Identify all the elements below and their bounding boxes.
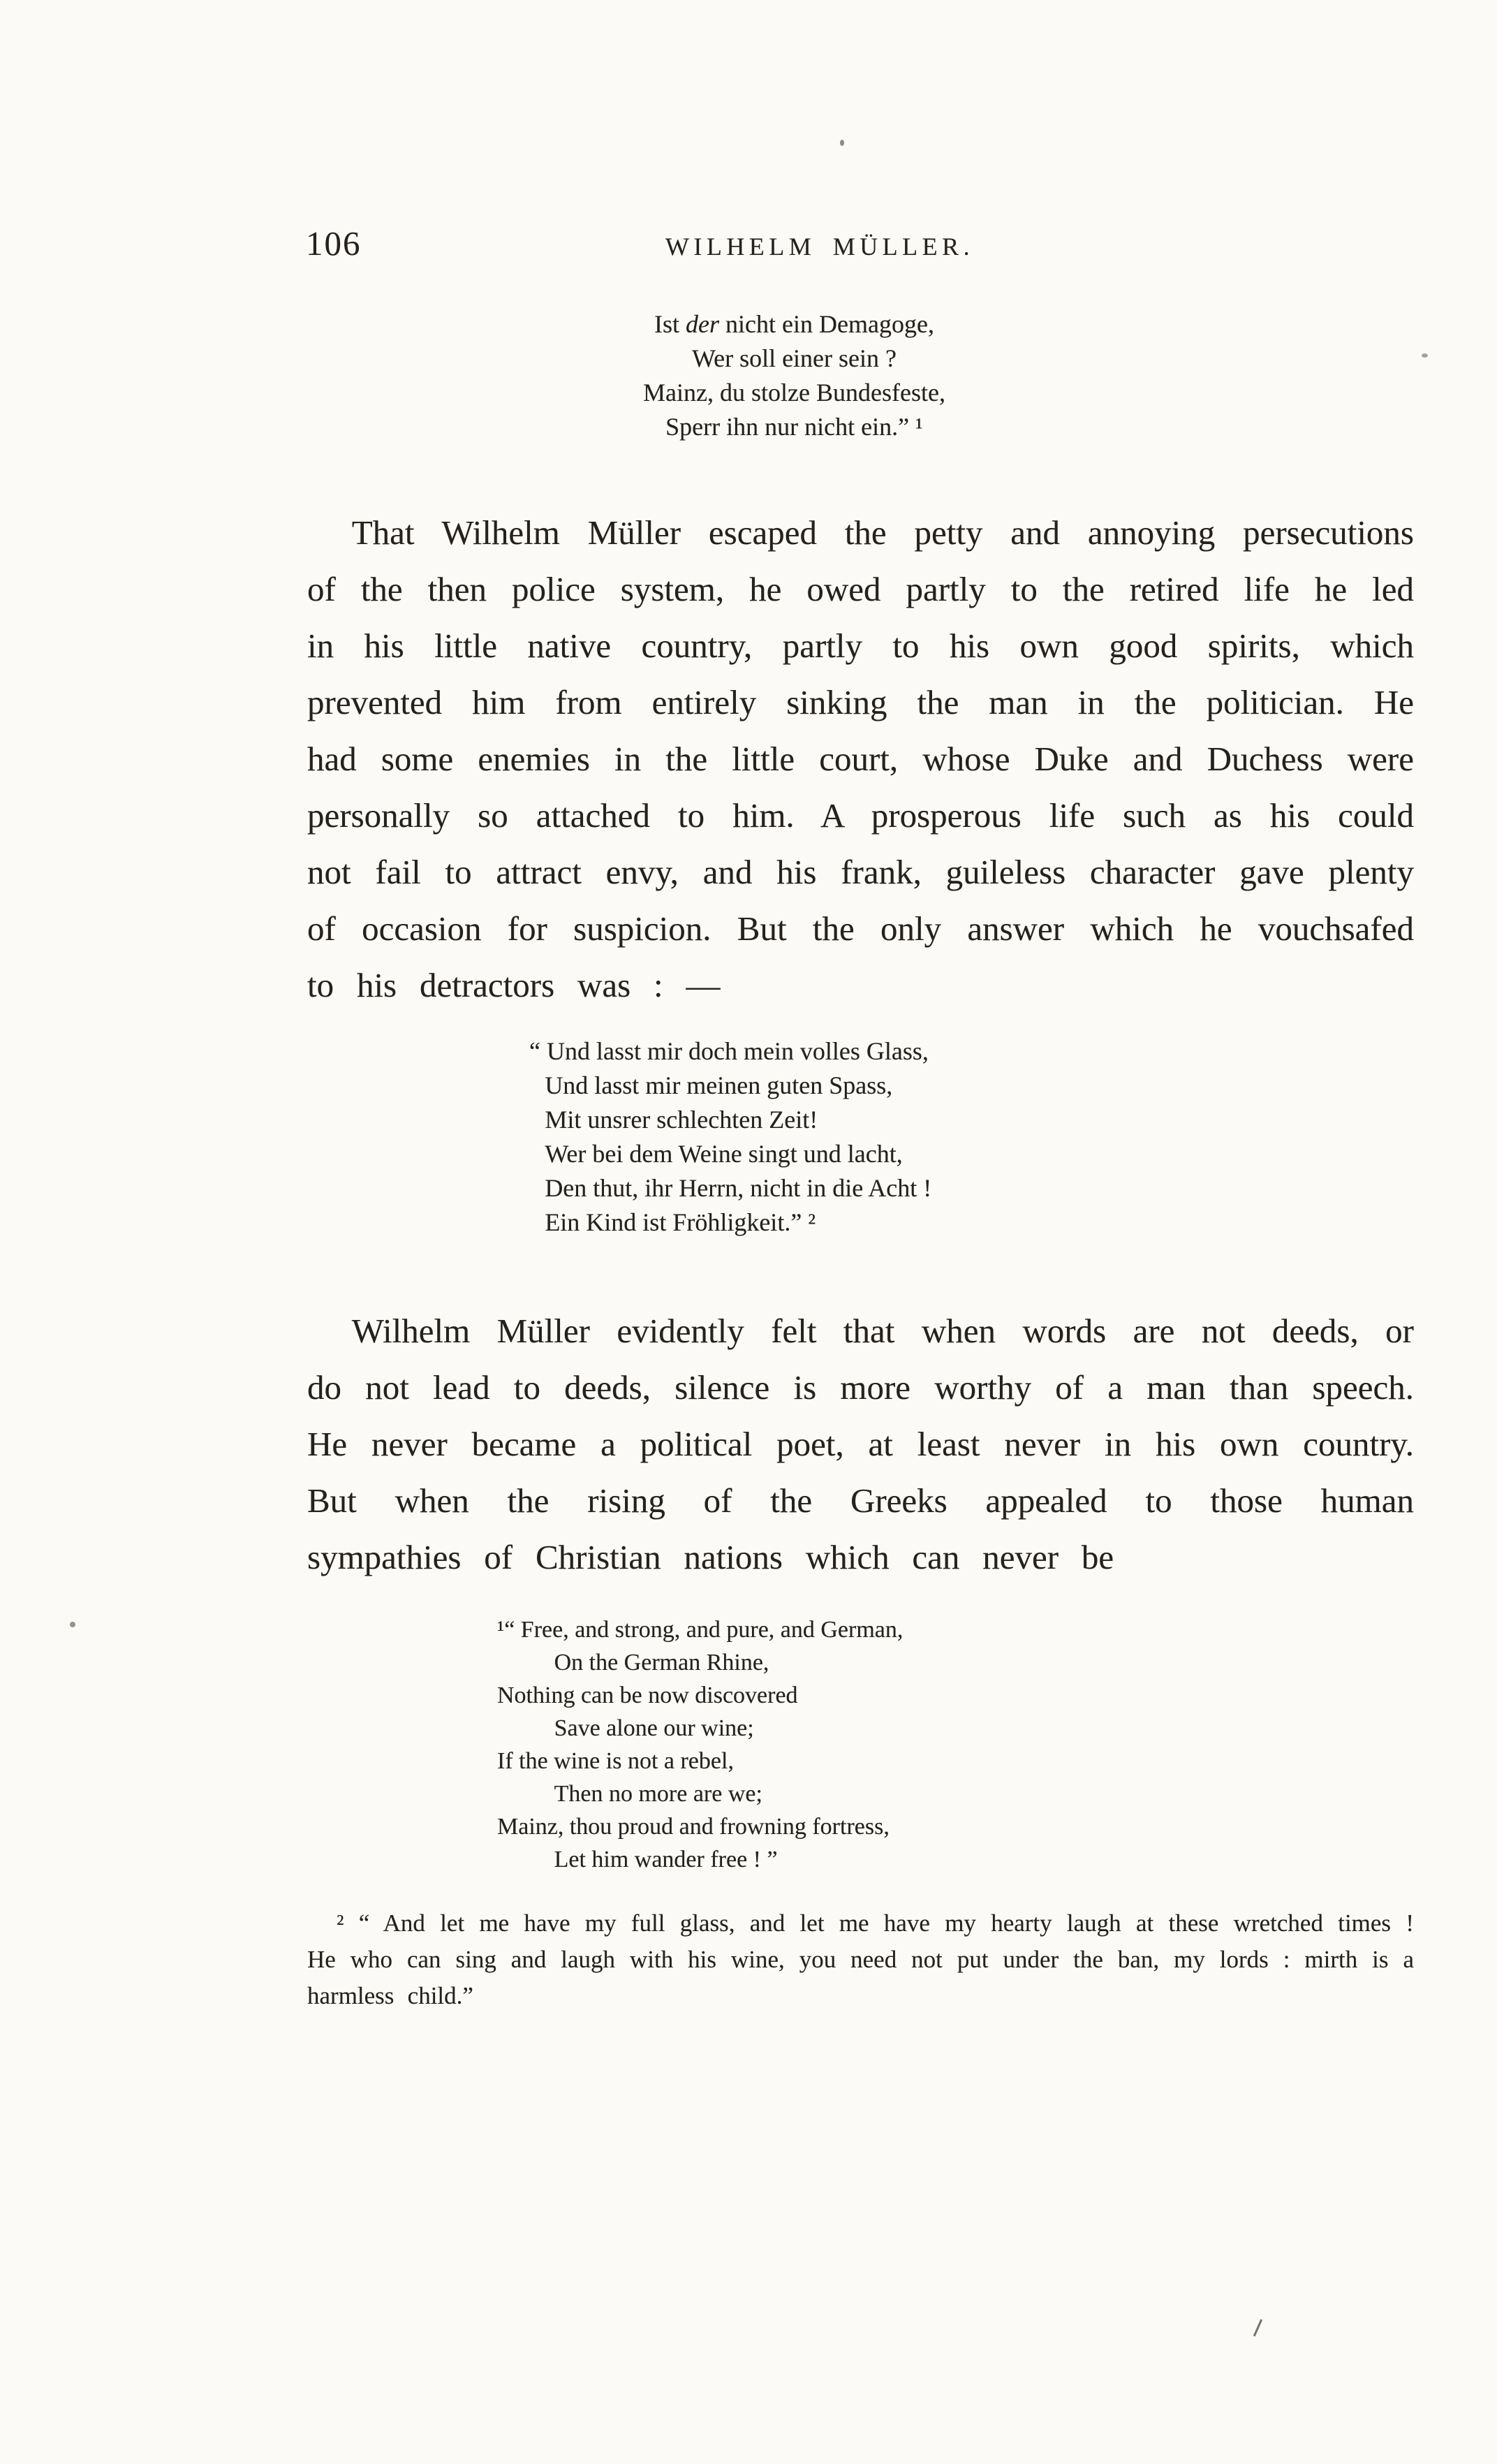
footnote-verse-line: Nothing can be now discovered	[497, 1682, 798, 1708]
footnote-1-verse	[497, 1613, 903, 1876]
footnote-verse-line: If the wine is not a rebel,	[497, 1748, 734, 1774]
verse-line: Mit unsrer schlechten Zeit!	[545, 1106, 818, 1134]
epigraph-line-italic-word: der	[686, 310, 720, 338]
epigraph-line-text: Ist	[654, 310, 686, 338]
paragraph-2: Wilhelm Müller evidently felt that when words are not deeds, or do not lead to deeds, silence is more worthy of a man than speech. He never became a political poet, at least never in his own country. But when the rising of the Greeks appealed to those human sympathies of Christian nations which can never be	[307, 1312, 1414, 1576]
verse-line: Wer bei dem Weine singt und lacht,	[545, 1140, 903, 1168]
epigraph-line: Wer soll einer sein ?	[692, 344, 897, 372]
verse-line: Den thut, ihr Herrn, nicht in die Acht !	[545, 1174, 932, 1202]
footnote-2-paragraph: ² “ And let me have my full glass, and let me have my hearty laugh at these wretched times ! He who can sing and laugh with his wine, you need not put under the ban, my lords : mirth is a harmless child.”	[307, 1909, 1414, 2009]
running-header: WILHELM MÜLLER.	[665, 233, 975, 261]
epigraph-line: Sperr ihn nur nicht ein.” ¹	[665, 413, 923, 441]
scan-artifact	[1253, 2319, 1262, 2337]
footnote-verse-line: Let him wander free ! ”	[554, 1847, 778, 1872]
verse-line: “ Und lasst mir doch mein volles Glass,	[529, 1037, 929, 1065]
footnote-verse-line: Then no more are we;	[554, 1781, 762, 1807]
epigraph-line-text: nicht ein Demagoge,	[719, 310, 934, 338]
german-verse	[529, 1034, 931, 1240]
epigraph-line	[643, 307, 945, 342]
footnote-verse-line: Save alone our wine;	[554, 1715, 754, 1741]
footnote-verse-line: Mainz, thou proud and frowning fortress,	[497, 1814, 890, 1840]
paragraph-1: That Wilhelm Müller escaped the petty and annoying persecutions of the then police system, he owed partly to the retired life he led in his little native country, partly to his own good spirits, which prevented him from entirely sinking the man in the politician. He had some enemies in the little court, whose Duke and Duchess were personally so attached to him. A prosperous life such as his could not fail to attract envy, and his frank, guileless character gave plenty of occasion for suspicion. But the only answer which he vouchsafed to his detractors was : —	[307, 513, 1414, 1004]
footnote-verse-line: ¹“ Free, and strong, and pure, and German,	[497, 1617, 904, 1643]
page-number: 106	[306, 224, 362, 263]
epigraph-line: Mainz, du stolze Bundesfeste,	[643, 379, 945, 406]
verse-line: Und lasst mir meinen guten Spass,	[545, 1071, 893, 1099]
epigraph-verse	[643, 307, 945, 444]
verse-line: Ein Kind ist Fröhligkeit.” ²	[545, 1208, 816, 1236]
footnote-verse-line: On the German Rhine,	[554, 1650, 769, 1675]
